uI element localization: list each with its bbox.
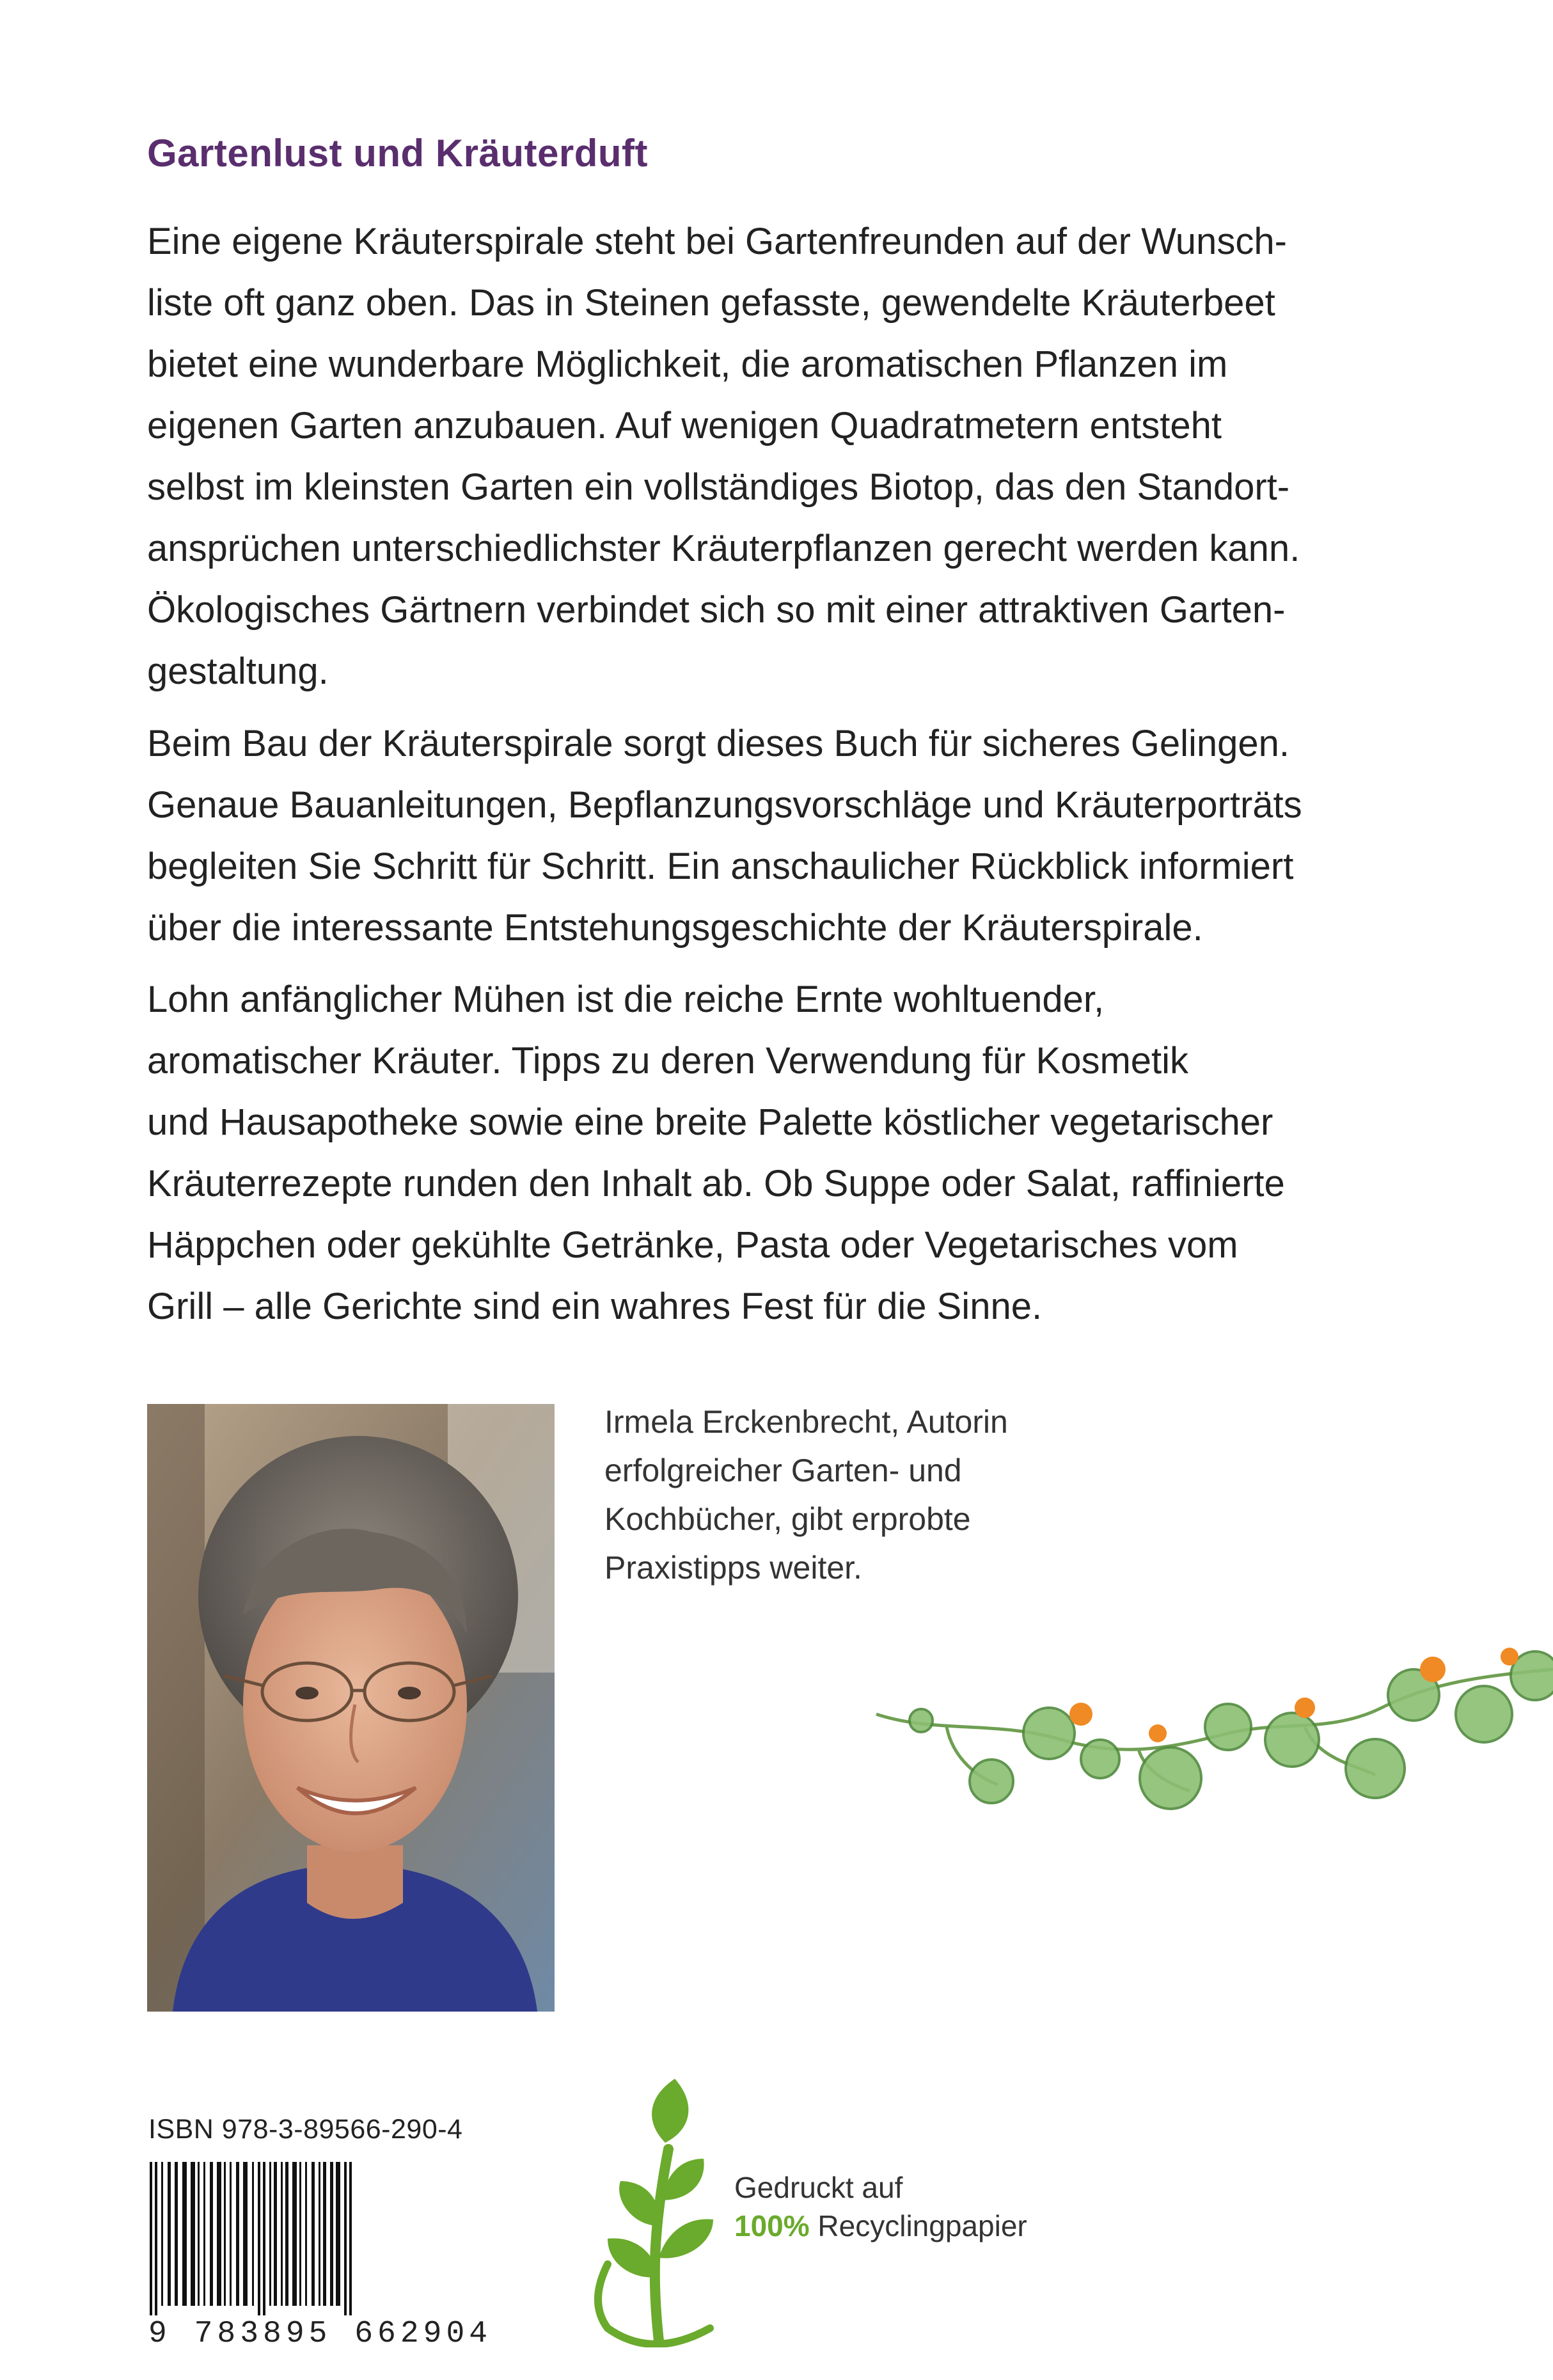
isbn-label: ISBN 978-3-89566-290-4	[148, 2114, 463, 2145]
text-line: Grill – alle Gerichte sind ein wahres Fest für die Sinne.	[147, 1286, 1043, 1327]
barcode-bar	[349, 2162, 352, 2315]
author-caption	[604, 1398, 1008, 1592]
eco-line-2	[734, 2207, 1027, 2245]
barcode-bar	[292, 2162, 297, 2306]
caption-line: Kochbücher, gibt erprobte	[604, 1501, 971, 1537]
barcode-bar	[305, 2162, 307, 2306]
heading: Gartenlust und Kräuterduft	[147, 132, 649, 175]
eco-rest: Recyclingpapier	[809, 2209, 1027, 2242]
text-line: Eine eigene Kräuterspirale steht bei Gartenfreunden auf der Wunsch-	[147, 221, 1287, 262]
text-line: und Hausapotheke sowie eine breite Palette köstlicher vegetarischer	[147, 1101, 1273, 1143]
barcode-bar	[182, 2162, 187, 2306]
barcode-bar	[217, 2162, 221, 2306]
barcode-bar	[274, 2162, 277, 2306]
barcode-bar	[285, 2162, 288, 2306]
barcode-bar	[330, 2162, 333, 2306]
nasturtium-vine-illustration	[870, 1637, 1553, 1829]
barcode-bar	[319, 2162, 320, 2306]
barcode-bar	[269, 2162, 271, 2306]
text-line: Häppchen oder gekühlte Getränke, Pasta oder Vegetarisches vom	[147, 1224, 1238, 1266]
barcode-bar	[281, 2162, 283, 2306]
barcode-bar	[150, 2162, 152, 2315]
text-line: gestaltung.	[147, 650, 329, 692]
barcode-bar	[155, 2162, 157, 2315]
barcode-bar	[198, 2162, 200, 2306]
text-line: Ökologisches Gärtnern verbindet sich so mit einer attraktiven Garten-	[147, 589, 1286, 631]
text-line: eigenen Garten anzubauen. Auf wenigen Quadratmetern entsteht	[147, 405, 1222, 446]
text-line: begleiten Sie Schritt für Schritt. Ein anschaulicher Rückblick informiert	[147, 846, 1294, 887]
barcode-bar	[191, 2162, 195, 2306]
barcode-bar	[210, 2162, 213, 2306]
barcode-bar	[323, 2162, 326, 2306]
text-line: aromatischer Kräuter. Tipps zu deren Verwendung für Kosmetik	[147, 1040, 1189, 1082]
barcode-bar	[161, 2162, 163, 2306]
text-line: liste oft ganz oben. Das in Steinen gefasste, gewendelte Kräuterbeet	[147, 282, 1275, 324]
eco-percent: 100%	[734, 2209, 810, 2242]
caption-line: erfolgreicher Garten- und	[604, 1453, 962, 1488]
text-line: Lohn anfänglicher Mühen ist die reiche Ernte wohltuender,	[147, 979, 1105, 1020]
paragraph-2	[147, 713, 1401, 959]
barcode-bar	[236, 2162, 239, 2306]
text-line: selbst im kleinsten Garten ein vollständiges Biotop, das den Standort-	[147, 466, 1290, 508]
author-portrait-image	[147, 1404, 555, 2012]
barcode-bar	[344, 2162, 347, 2315]
text-line: Genaue Bauanleitungen, Bepflanzungsvorschläge und Kräuterporträts	[147, 784, 1302, 826]
barcode-bar	[263, 2162, 265, 2315]
text-line: ansprüchen unterschiedlichster Kräuterpflanzen gerecht werden kann.	[147, 528, 1300, 569]
caption-line: Praxistipps weiter.	[604, 1550, 862, 1586]
barcode-bar	[175, 2162, 178, 2306]
barcode-bar	[258, 2162, 260, 2315]
text-line: bietet eine wunderbare Möglichkeit, die aromatischen Pflanzen im	[147, 343, 1228, 385]
caption-line: Irmela Erckenbrecht, Autorin	[604, 1404, 1008, 1440]
paragraph-1	[147, 211, 1401, 702]
barcode-bar	[224, 2162, 226, 2306]
author-photo	[147, 1404, 555, 2012]
eco-line-1: Gedruckt auf	[734, 2171, 903, 2204]
text-line: Beim Bau der Kräuterspirale sorgt dieses Buch für sicheres Gelingen.	[147, 723, 1289, 764]
barcode-bar	[230, 2162, 232, 2306]
barcode-bar	[336, 2162, 340, 2306]
text-line: Kräuterrezepte runden den Inhalt ab. Ob Suppe oder Salat, raffinierte	[147, 1163, 1285, 1204]
barcode-bar	[203, 2162, 205, 2306]
barcode-bar	[252, 2162, 254, 2306]
barcode-icon	[146, 2162, 472, 2315]
barcode-bar	[311, 2162, 315, 2306]
barcode-bar	[299, 2162, 301, 2306]
barcode-bar	[168, 2162, 171, 2306]
paragraph-3	[147, 969, 1401, 1337]
text-line: über die interessante Entstehungsgeschichte der Kräuterspirale.	[147, 907, 1203, 949]
sprout-logo-icon	[563, 2072, 748, 2347]
barcode-digits: 9 783895 662904	[148, 2317, 493, 2351]
eco-label	[734, 2168, 1027, 2245]
barcode-bar	[243, 2162, 248, 2306]
